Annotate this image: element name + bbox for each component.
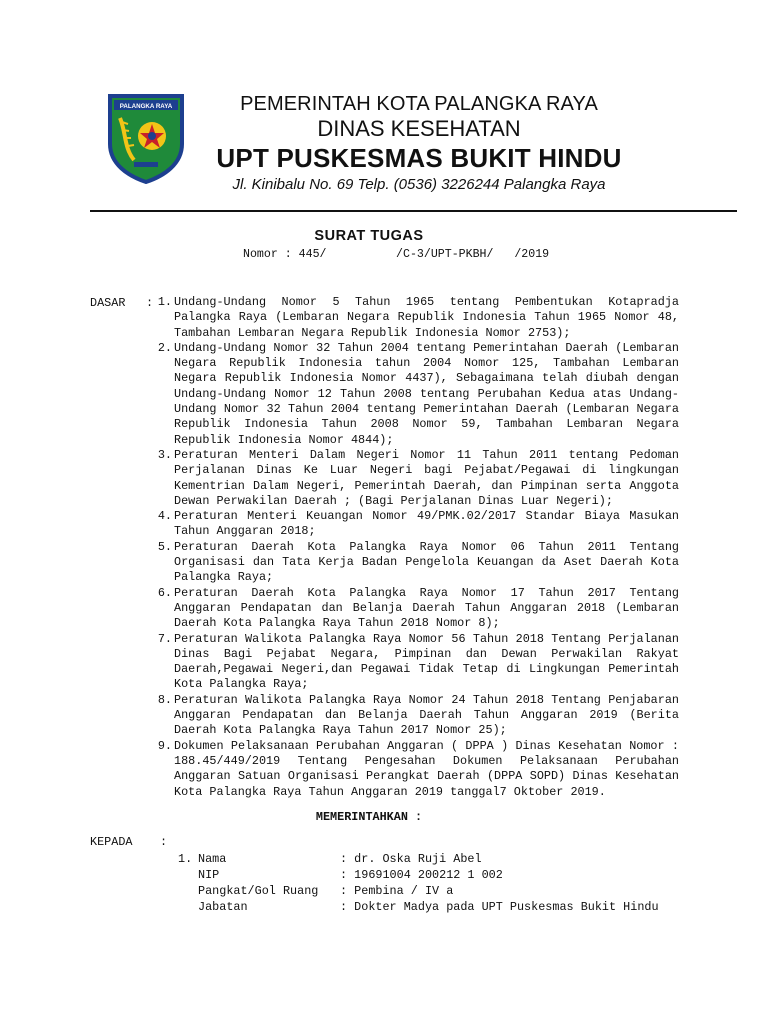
letterhead-department: DINAS KESEHATAN [317, 116, 521, 141]
dasar-item-text: Undang-Undang Nomor 5 Tahun 1965 tentang Pembentukan Kotapradja Palangka Raya (Lembaran Negara Republik Indonesia Tahun 1965 Nomor 48, Tambahan Lembaran Negara Republik Indonesia Nomor 2753); [174, 295, 679, 340]
dasar-item-text: Peraturan Menteri Dalam Negeri Nomor 11 Tahun 2011 tentang Pedoman Perjalanan Dinas Ke Luar Negeri bagi Pejabat/Pegawai di lingkungan Kementrian Dalam Negeri, Pemerintah Daerah, dan Pimpinan serta Anggota Dewan Perwakilan Daerah ; (Bagi Perjalanan Dinas Luar Negeri); [174, 447, 679, 508]
document-number: Nomor : 445/ /C-3/UPT-PKBH/ /2019 [243, 248, 550, 261]
dasar-item-text: Peraturan Daerah Kota Palangka Raya Nomor 17 Tahun 2017 Tentang Anggaran Pendapatan dan Belanja Daerah Tahun Anggaran 2018 (Lembaran Daerah Kota Palangka Raya Tahun 2018 Nomor 8); [174, 585, 679, 631]
dasar-item-text: Peraturan Walikota Palangka Raya Nomor 56 Tahun 2018 Tentang Perjalanan Dinas Bagi Pejabat Negara, Pimpinan dan Dewan Perwakilan Rakyat Daerah,Pegawai Negeri,dan Pegawai Tidak Tetap di Lingkungan Pemerintah Kota Palangka Raya; [174, 631, 679, 692]
dasar-item-text: Peraturan Menteri Keuangan Nomor 49/PMK.02/2017 Standar Biaya Masukan Tahun Anggaran 2018; [174, 509, 679, 539]
dasar-item [152, 448, 679, 509]
recipient-field-label: Nama [198, 852, 227, 866]
recipient-field-value: : 19691004 200212 1 002 [340, 868, 503, 882]
dasar-item-number: 1. [157, 295, 172, 309]
dasar-item-number: 5. [157, 539, 172, 554]
dasar-item [152, 341, 679, 448]
dasar-item-number: 4. [157, 509, 172, 524]
city-emblem-logo [106, 92, 186, 184]
dasar-item [152, 509, 679, 540]
recipient-field-label: Pangkat/Gol Ruang [198, 884, 319, 898]
letterhead-institution: UPT PUSKESMAS BUKIT HINDU [216, 143, 622, 173]
kepada-colon: : [160, 835, 168, 849]
dasar-item [152, 739, 679, 800]
dasar-item [152, 586, 679, 632]
recipient-number: 1. [178, 852, 193, 866]
dasar-item-text: Peraturan Walikota Palangka Raya Nomor 24 Tahun 2018 Tentang Penjabaran Anggaran Pendapatan dan Belanja Daerah Tahun Anggaran 2019 (Berita Daerah Kota Palangka Raya Tahun 2017 Nomor 25); [174, 692, 679, 738]
letterhead [214, 92, 624, 196]
recipient-field-value: : dr. Oska Ruji Abel [340, 852, 482, 866]
dasar-item-number: 2. [157, 340, 172, 355]
dasar-item-text: Dokumen Pelaksanaan Perubahan Anggaran ( DPPA ) Dinas Kesehatan Nomor : 188.45/449/2019 Tentang Pengesahan Dokumen Pelaksanaan Perubahan Anggaran Satuan Organisasi Perangkat Daerah (DPPA SOPD) Dinas Kesehatan Kota Palangka Raya Tahun Anggaran 2019 tanggal7 Oktober 2019. [174, 738, 679, 799]
dasar-label: DASAR [90, 296, 126, 310]
dasar-item [152, 693, 679, 739]
dasar-item-number: 9. [157, 738, 172, 753]
dasar-colon: : [146, 296, 154, 310]
dasar-item-text: Peraturan Daerah Kota Palangka Raya Nomor 06 Tahun 2011 Tentang Organisasi dan Tata Kerja Badan Pengelola Keuangan da Aset Daerah Kota Palangka Raya; [174, 539, 679, 585]
recipient-field-label: NIP [198, 868, 220, 882]
dasar-item-number: 3. [157, 447, 172, 462]
letterhead-address: Jl. Kinibalu No. 69 Telp. (0536) 3226244 Palangka Raya [232, 176, 606, 193]
dasar-item-number: 8. [157, 692, 172, 707]
dasar-list [152, 295, 679, 800]
memerintahkan-heading: MEMERINTAHKAN : [315, 810, 423, 824]
dasar-item-text: Undang-Undang Nomor 32 Tahun 2004 tentang Pemerintahan Daerah (Lembaran Negara Republik Indonesia tahun 2004 Nomor 125, Tambahan Lembaran Negara Republik Indonesia Nomor 4437), Sebagaimana telah diubah dengan Undang-Undang Nomor 12 Tahun 2008 tentang Perubahan Kedua atas Undang-Undang Nomor 32 Tahun 2004 tentang Pemerintahan Daerah (Lembaran Negara Republik Indonesia Tahun 2008 Nomor 59, Tambahan Lembaran Negara Republik Indonesia Nomor 4844); [174, 340, 679, 447]
letterhead-government: PEMERINTAH KOTA PALANGKA RAYA [240, 93, 598, 115]
dasar-item-number: 6. [157, 585, 172, 600]
dasar-item [152, 295, 679, 341]
svg-text:PALANGKA RAYA: PALANGKA RAYA [119, 103, 173, 110]
recipient-field-label: Jabatan [198, 900, 248, 914]
recipient-field-value: : Pembina / IV a [340, 884, 454, 898]
dasar-item [152, 632, 679, 693]
letterhead-divider [90, 210, 737, 212]
recipient-field-value: : Dokter Madya pada UPT Puskesmas Bukit Hindu [340, 900, 659, 914]
document-title: SURAT TUGAS [314, 228, 424, 244]
kepada-label: KEPADA [90, 835, 133, 849]
dasar-item-number: 7. [157, 631, 172, 646]
dasar-item [152, 540, 679, 586]
